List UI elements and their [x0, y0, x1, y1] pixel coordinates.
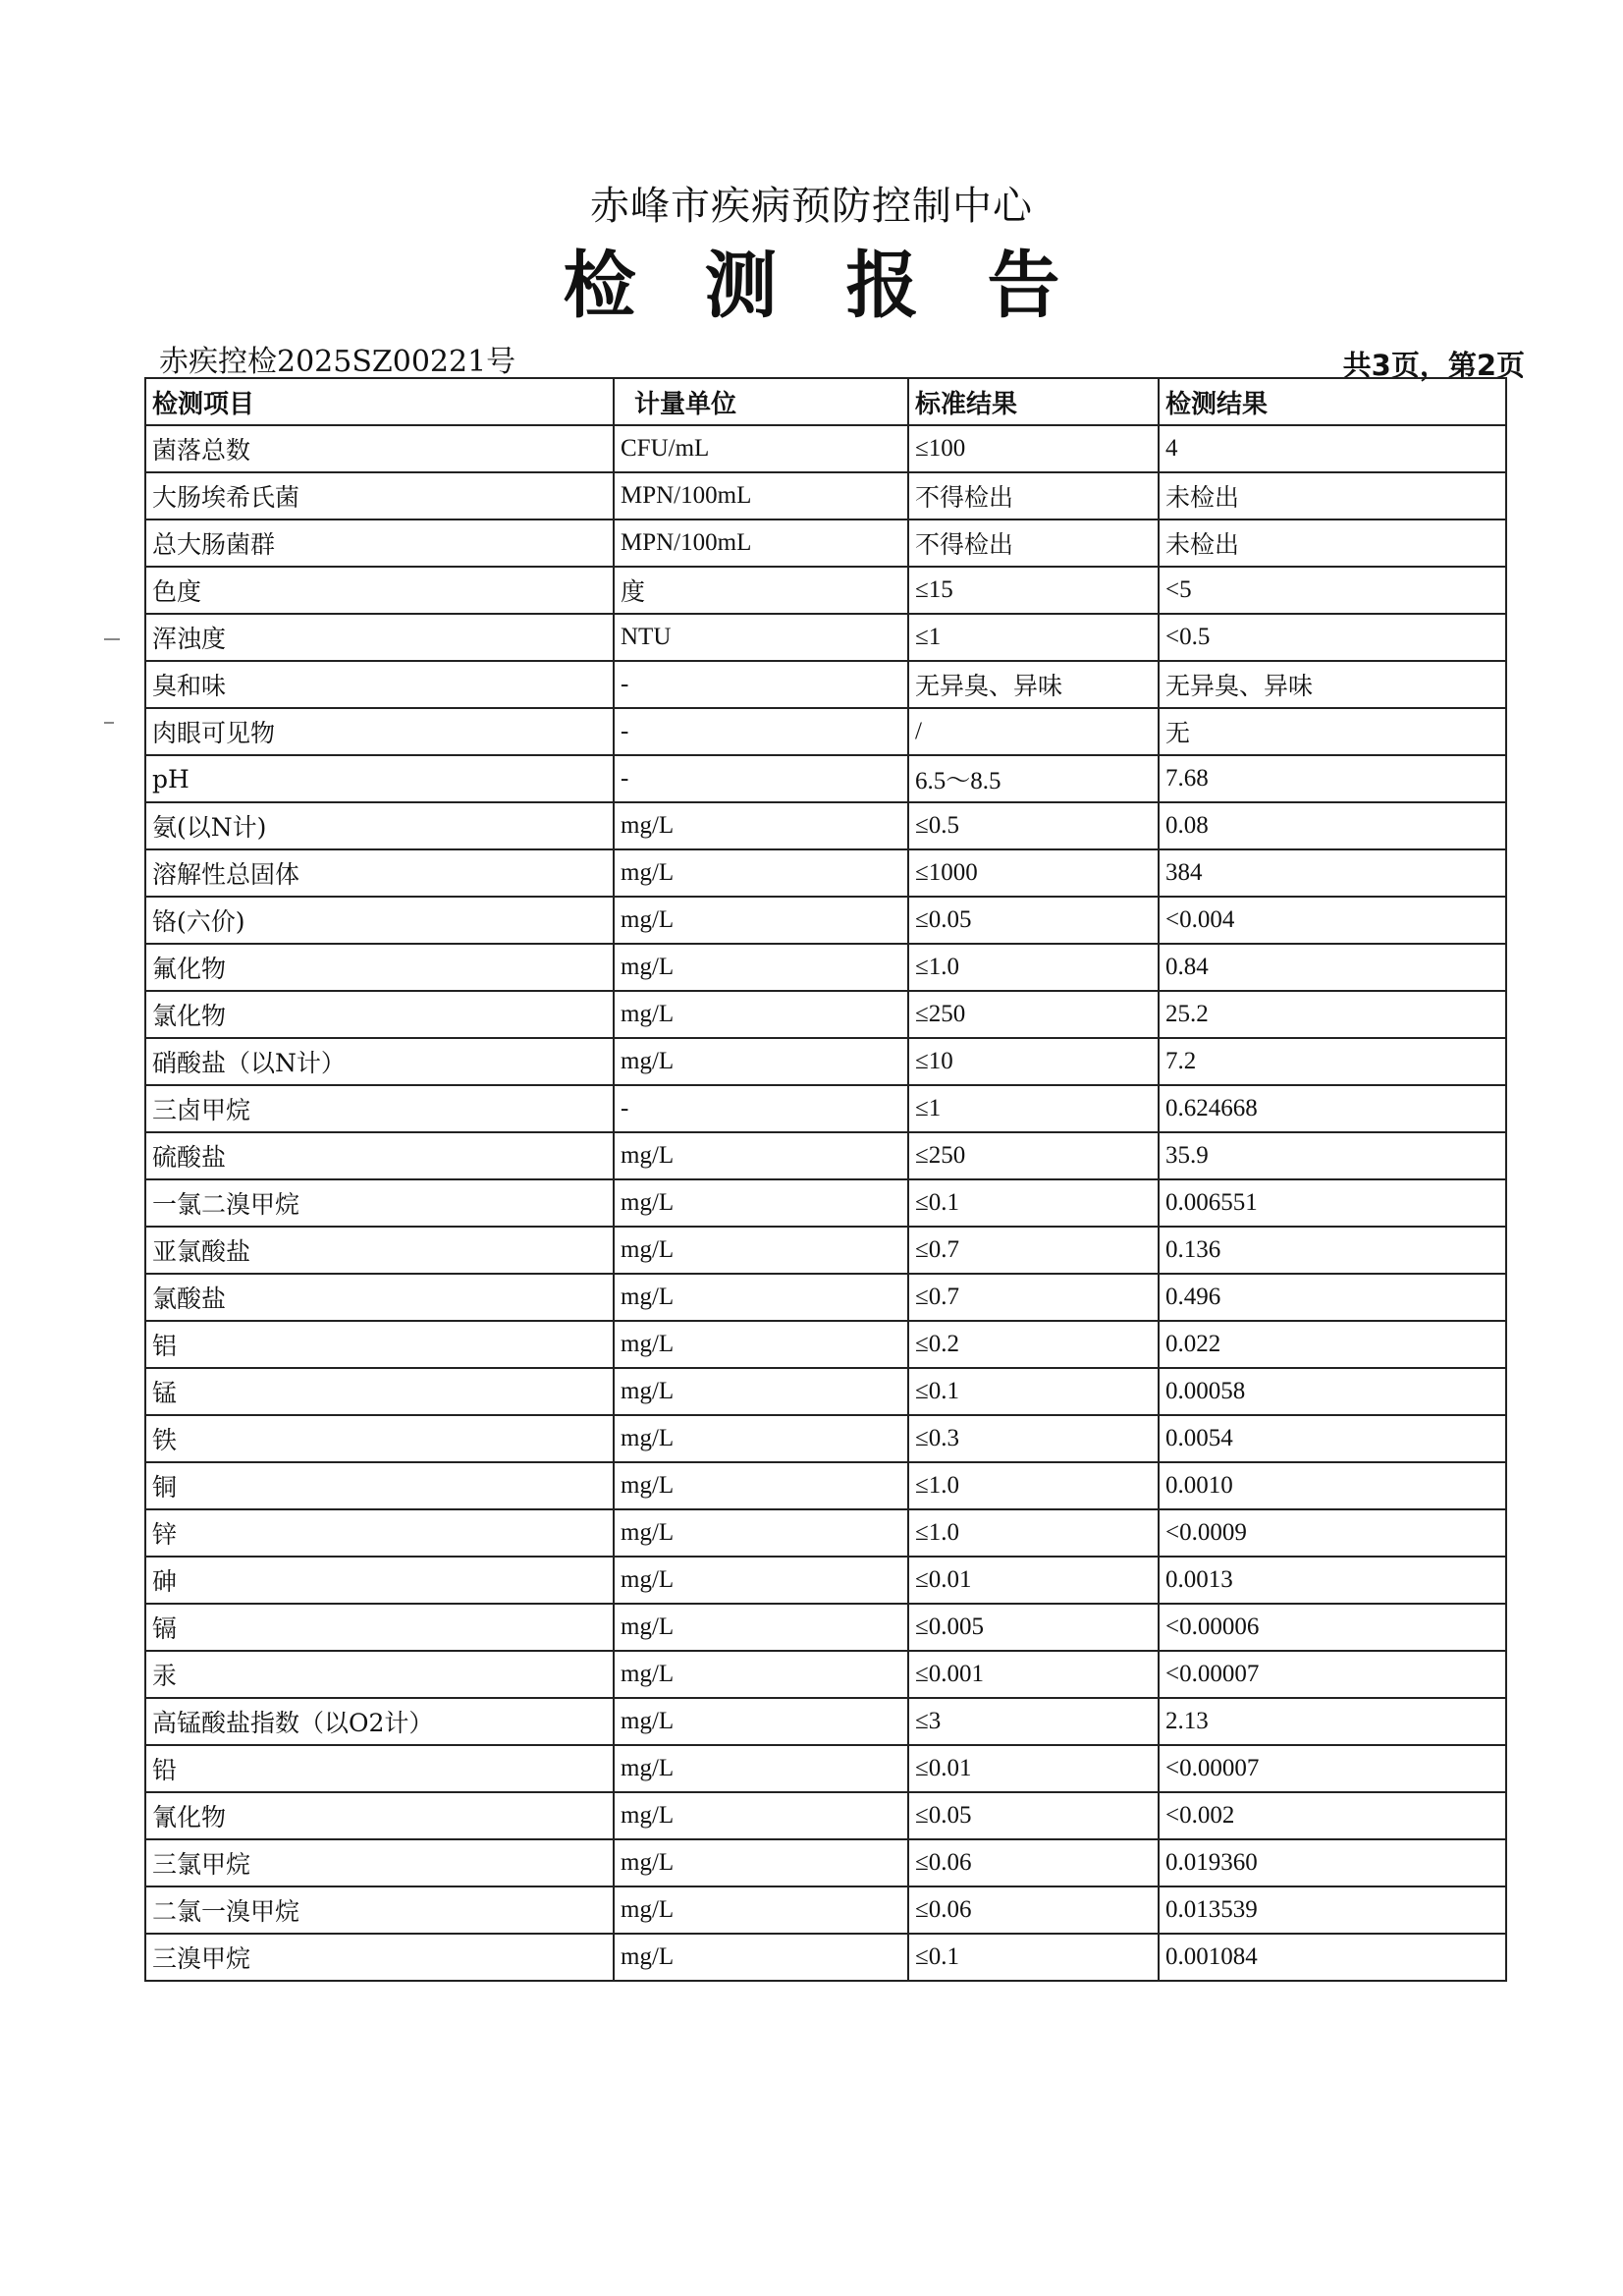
cell-item: 铜 [145, 1462, 614, 1509]
cell-item: 总大肠菌群 [145, 519, 614, 567]
cell-item: 三氯甲烷 [145, 1839, 614, 1886]
cell-unit: - [614, 755, 908, 802]
cell-unit: mg/L [614, 1557, 908, 1604]
cell-standard: ≤0.7 [908, 1227, 1159, 1274]
cell-item: 砷 [145, 1557, 614, 1604]
cell-item: 三卤甲烷 [145, 1085, 614, 1132]
cell-result: 384 [1159, 849, 1506, 897]
cell-result: 0.0013 [1159, 1557, 1506, 1604]
cell-result: 35.9 [1159, 1132, 1506, 1179]
cell-result: 未检出 [1159, 472, 1506, 519]
cell-result: 0.022 [1159, 1321, 1506, 1368]
cell-standard: ≤0.1 [908, 1179, 1159, 1227]
cell-standard: ≤0.005 [908, 1604, 1159, 1651]
cell-unit: mg/L [614, 1651, 908, 1698]
cell-standard: ≤0.01 [908, 1745, 1159, 1792]
cell-item: 肉眼可见物 [145, 708, 614, 755]
cell-standard: / [908, 708, 1159, 755]
cell-item: 一氯二溴甲烷 [145, 1179, 614, 1227]
cell-item: 菌落总数 [145, 425, 614, 472]
cell-unit: mg/L [614, 1509, 908, 1557]
cell-standard: ≤1000 [908, 849, 1159, 897]
table-row [145, 661, 1506, 708]
cell-result: 0.624668 [1159, 1085, 1506, 1132]
report-title: 检测报告 [563, 244, 1129, 328]
cell-result: <0.00007 [1159, 1745, 1506, 1792]
cell-result: 0.0010 [1159, 1462, 1506, 1509]
cell-standard: ≤1.0 [908, 1462, 1159, 1509]
cell-unit: mg/L [614, 849, 908, 897]
cell-item: 汞 [145, 1651, 614, 1698]
cell-unit: - [614, 1085, 908, 1132]
cell-standard: ≤100 [908, 425, 1159, 472]
cell-item: pH [145, 755, 614, 802]
cell-item: 氯化物 [145, 991, 614, 1038]
cell-standard: ≤15 [908, 567, 1159, 614]
table-row [145, 1274, 1506, 1321]
table-row [145, 1839, 1506, 1886]
cell-result: 0.001084 [1159, 1934, 1506, 1981]
cell-unit: mg/L [614, 1368, 908, 1415]
cell-standard: ≤0.05 [908, 897, 1159, 944]
table-row [145, 1415, 1506, 1462]
cell-item: 锌 [145, 1509, 614, 1557]
cell-unit: mg/L [614, 1934, 908, 1981]
cell-result: 无异臭、异味 [1159, 661, 1506, 708]
table-row [145, 1792, 1506, 1839]
cell-result: 7.2 [1159, 1038, 1506, 1085]
cell-unit: MPN/100mL [614, 519, 908, 567]
table-row [145, 897, 1506, 944]
cell-standard: ≤0.06 [908, 1839, 1159, 1886]
table-row [145, 755, 1506, 802]
cell-result: 0.00058 [1159, 1368, 1506, 1415]
table-row [145, 1321, 1506, 1368]
cell-result: <0.002 [1159, 1792, 1506, 1839]
table-row [145, 802, 1506, 849]
cell-standard: ≤1 [908, 614, 1159, 661]
cell-unit: 度 [614, 567, 908, 614]
cell-result: <0.004 [1159, 897, 1506, 944]
cell-unit: mg/L [614, 991, 908, 1038]
cell-result: 0.019360 [1159, 1839, 1506, 1886]
table-row [145, 1179, 1506, 1227]
table-row [145, 1085, 1506, 1132]
cell-item: 氰化物 [145, 1792, 614, 1839]
cell-item: 氨(以N计) [145, 802, 614, 849]
cell-unit: mg/L [614, 1227, 908, 1274]
cell-unit: mg/L [614, 897, 908, 944]
cell-standard: ≤0.06 [908, 1886, 1159, 1934]
table-row [145, 425, 1506, 472]
cell-result: 0.84 [1159, 944, 1506, 991]
cell-unit: mg/L [614, 1321, 908, 1368]
cell-standard: ≤0.01 [908, 1557, 1159, 1604]
cell-result: 0.136 [1159, 1227, 1506, 1274]
cell-unit: mg/L [614, 1886, 908, 1934]
cell-item: 氯酸盐 [145, 1274, 614, 1321]
cell-unit: mg/L [614, 1038, 908, 1085]
cell-item: 硝酸盐（以N计） [145, 1038, 614, 1085]
table-row [145, 567, 1506, 614]
cell-standard: ≤0.05 [908, 1792, 1159, 1839]
cell-unit: mg/L [614, 944, 908, 991]
cell-item: 硫酸盐 [145, 1132, 614, 1179]
table-row [145, 1557, 1506, 1604]
cell-unit: NTU [614, 614, 908, 661]
page-info: 共3页，第2页 [1342, 349, 1525, 382]
cell-item: 铬(六价) [145, 897, 614, 944]
cell-result: <5 [1159, 567, 1506, 614]
cell-standard: ≤0.001 [908, 1651, 1159, 1698]
organization-name: 赤峰市疾病预防控制中心 [590, 184, 1033, 229]
table-row [145, 519, 1506, 567]
cell-result: 0.0054 [1159, 1415, 1506, 1462]
cell-item: 二氯一溴甲烷 [145, 1886, 614, 1934]
cell-item: 亚氯酸盐 [145, 1227, 614, 1274]
table-row [145, 1038, 1506, 1085]
cell-result: 0.496 [1159, 1274, 1506, 1321]
table-row [145, 472, 1506, 519]
table-row [145, 1368, 1506, 1415]
cell-result: 无 [1159, 708, 1506, 755]
cell-standard: ≤1.0 [908, 1509, 1159, 1557]
table-row [145, 1886, 1506, 1934]
cell-result: <0.0009 [1159, 1509, 1506, 1557]
cell-standard: ≤0.2 [908, 1321, 1159, 1368]
cell-item: 氟化物 [145, 944, 614, 991]
cell-unit: mg/L [614, 1132, 908, 1179]
cell-unit: mg/L [614, 1462, 908, 1509]
table-row [145, 1745, 1506, 1792]
cell-item: 高锰酸盐指数（以O2计） [145, 1698, 614, 1745]
results-table [144, 377, 1507, 1982]
cell-item: 三溴甲烷 [145, 1934, 614, 1981]
cell-result: 0.013539 [1159, 1886, 1506, 1934]
cell-item: 铅 [145, 1745, 614, 1792]
table-row [145, 1604, 1506, 1651]
cell-unit: mg/L [614, 1745, 908, 1792]
cell-unit: mg/L [614, 1698, 908, 1745]
scan-mark [104, 722, 114, 724]
cell-item: 臭和味 [145, 661, 614, 708]
report-number: 赤疾控检2025SZ00221号 [159, 345, 516, 379]
cell-unit: mg/L [614, 1179, 908, 1227]
table-row [145, 944, 1506, 991]
cell-item: 铝 [145, 1321, 614, 1368]
table-row [145, 1462, 1506, 1509]
cell-standard: ≤1 [908, 1085, 1159, 1132]
cell-unit: - [614, 661, 908, 708]
cell-unit: mg/L [614, 1792, 908, 1839]
cell-unit: mg/L [614, 1839, 908, 1886]
cell-item: 溶解性总固体 [145, 849, 614, 897]
cell-result: 2.13 [1159, 1698, 1506, 1745]
cell-unit: mg/L [614, 1415, 908, 1462]
table-row [145, 849, 1506, 897]
table-row [145, 1227, 1506, 1274]
column-header-standard: 标准结果 [908, 378, 1159, 425]
cell-unit: - [614, 708, 908, 755]
cell-standard: ≤0.3 [908, 1415, 1159, 1462]
cell-item: 大肠埃希氏菌 [145, 472, 614, 519]
cell-result: 25.2 [1159, 991, 1506, 1038]
scan-mark [104, 638, 120, 640]
cell-item: 色度 [145, 567, 614, 614]
table-row [145, 1651, 1506, 1698]
cell-result: <0.5 [1159, 614, 1506, 661]
cell-result: <0.00007 [1159, 1651, 1506, 1698]
table-row [145, 1934, 1506, 1981]
cell-standard: ≤250 [908, 1132, 1159, 1179]
cell-result: 4 [1159, 425, 1506, 472]
cell-standard: 不得检出 [908, 472, 1159, 519]
cell-unit: mg/L [614, 1274, 908, 1321]
table-row [145, 1509, 1506, 1557]
cell-standard: 不得检出 [908, 519, 1159, 567]
cell-standard: ≤10 [908, 1038, 1159, 1085]
cell-unit: CFU/mL [614, 425, 908, 472]
table-row [145, 1132, 1506, 1179]
cell-unit: mg/L [614, 802, 908, 849]
cell-result: 0.08 [1159, 802, 1506, 849]
cell-standard: ≤0.1 [908, 1934, 1159, 1981]
column-header-item: 检测项目 [145, 378, 614, 425]
table-header-row [145, 378, 1506, 425]
cell-item: 锰 [145, 1368, 614, 1415]
cell-standard: ≤0.1 [908, 1368, 1159, 1415]
cell-result: <0.00006 [1159, 1604, 1506, 1651]
column-header-unit: 计量单位 [614, 378, 908, 425]
cell-standard: ≤3 [908, 1698, 1159, 1745]
cell-result: 未检出 [1159, 519, 1506, 567]
cell-item: 镉 [145, 1604, 614, 1651]
table-row [145, 614, 1506, 661]
cell-standard: ≤1.0 [908, 944, 1159, 991]
cell-unit: mg/L [614, 1604, 908, 1651]
cell-result: 0.006551 [1159, 1179, 1506, 1227]
cell-item: 铁 [145, 1415, 614, 1462]
table-row [145, 708, 1506, 755]
cell-result: 7.68 [1159, 755, 1506, 802]
table-row [145, 1698, 1506, 1745]
cell-unit: MPN/100mL [614, 472, 908, 519]
cell-standard: 无异臭、异味 [908, 661, 1159, 708]
cell-standard: ≤0.7 [908, 1274, 1159, 1321]
table-row [145, 991, 1506, 1038]
column-header-result: 检测结果 [1159, 378, 1506, 425]
cell-standard: ≤250 [908, 991, 1159, 1038]
cell-standard: 6.5～8.5 [908, 755, 1159, 802]
cell-standard: ≤0.5 [908, 802, 1159, 849]
cell-item: 浑浊度 [145, 614, 614, 661]
